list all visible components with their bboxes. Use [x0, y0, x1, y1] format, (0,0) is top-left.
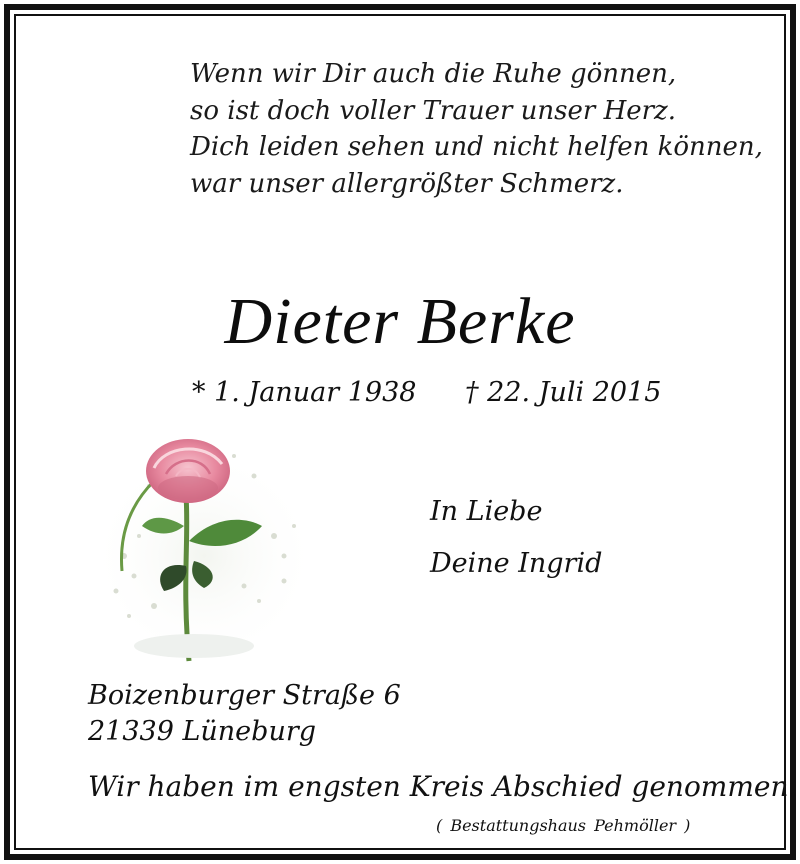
poem-line-2: so ist doch voller Trauer unser Herz. [190, 95, 677, 126]
address-street: Boizenburger Straße 6 [88, 680, 401, 711]
deceased-name: Dieter Berke [224, 285, 576, 358]
funeral-home: ( Bestattungshaus Pehmöller ) [436, 816, 691, 835]
signer-name: Deine Ingrid [430, 548, 603, 579]
death-date: † 22. Juli 2015 [465, 377, 662, 408]
birth-date: * 1. Januar 1938 [192, 377, 417, 408]
closing-phrase: In Liebe [430, 496, 543, 527]
life-dates [192, 375, 661, 411]
poem-line-4: war unser allergrößter Schmerz. [190, 168, 624, 199]
address-city: 21339 Lüneburg [88, 716, 317, 747]
address [88, 678, 401, 750]
poem-line-1: Wenn wir Dir auch die Ruhe gönnen, [190, 59, 677, 89]
rose-illustration [94, 416, 364, 678]
poem [190, 56, 763, 202]
poem-line-3: Dich leiden sehen und nicht helfen können, [190, 132, 763, 162]
rose-icon [94, 416, 364, 678]
farewell-note: Wir haben im engsten Kreis Abschied genommen. [88, 770, 798, 803]
